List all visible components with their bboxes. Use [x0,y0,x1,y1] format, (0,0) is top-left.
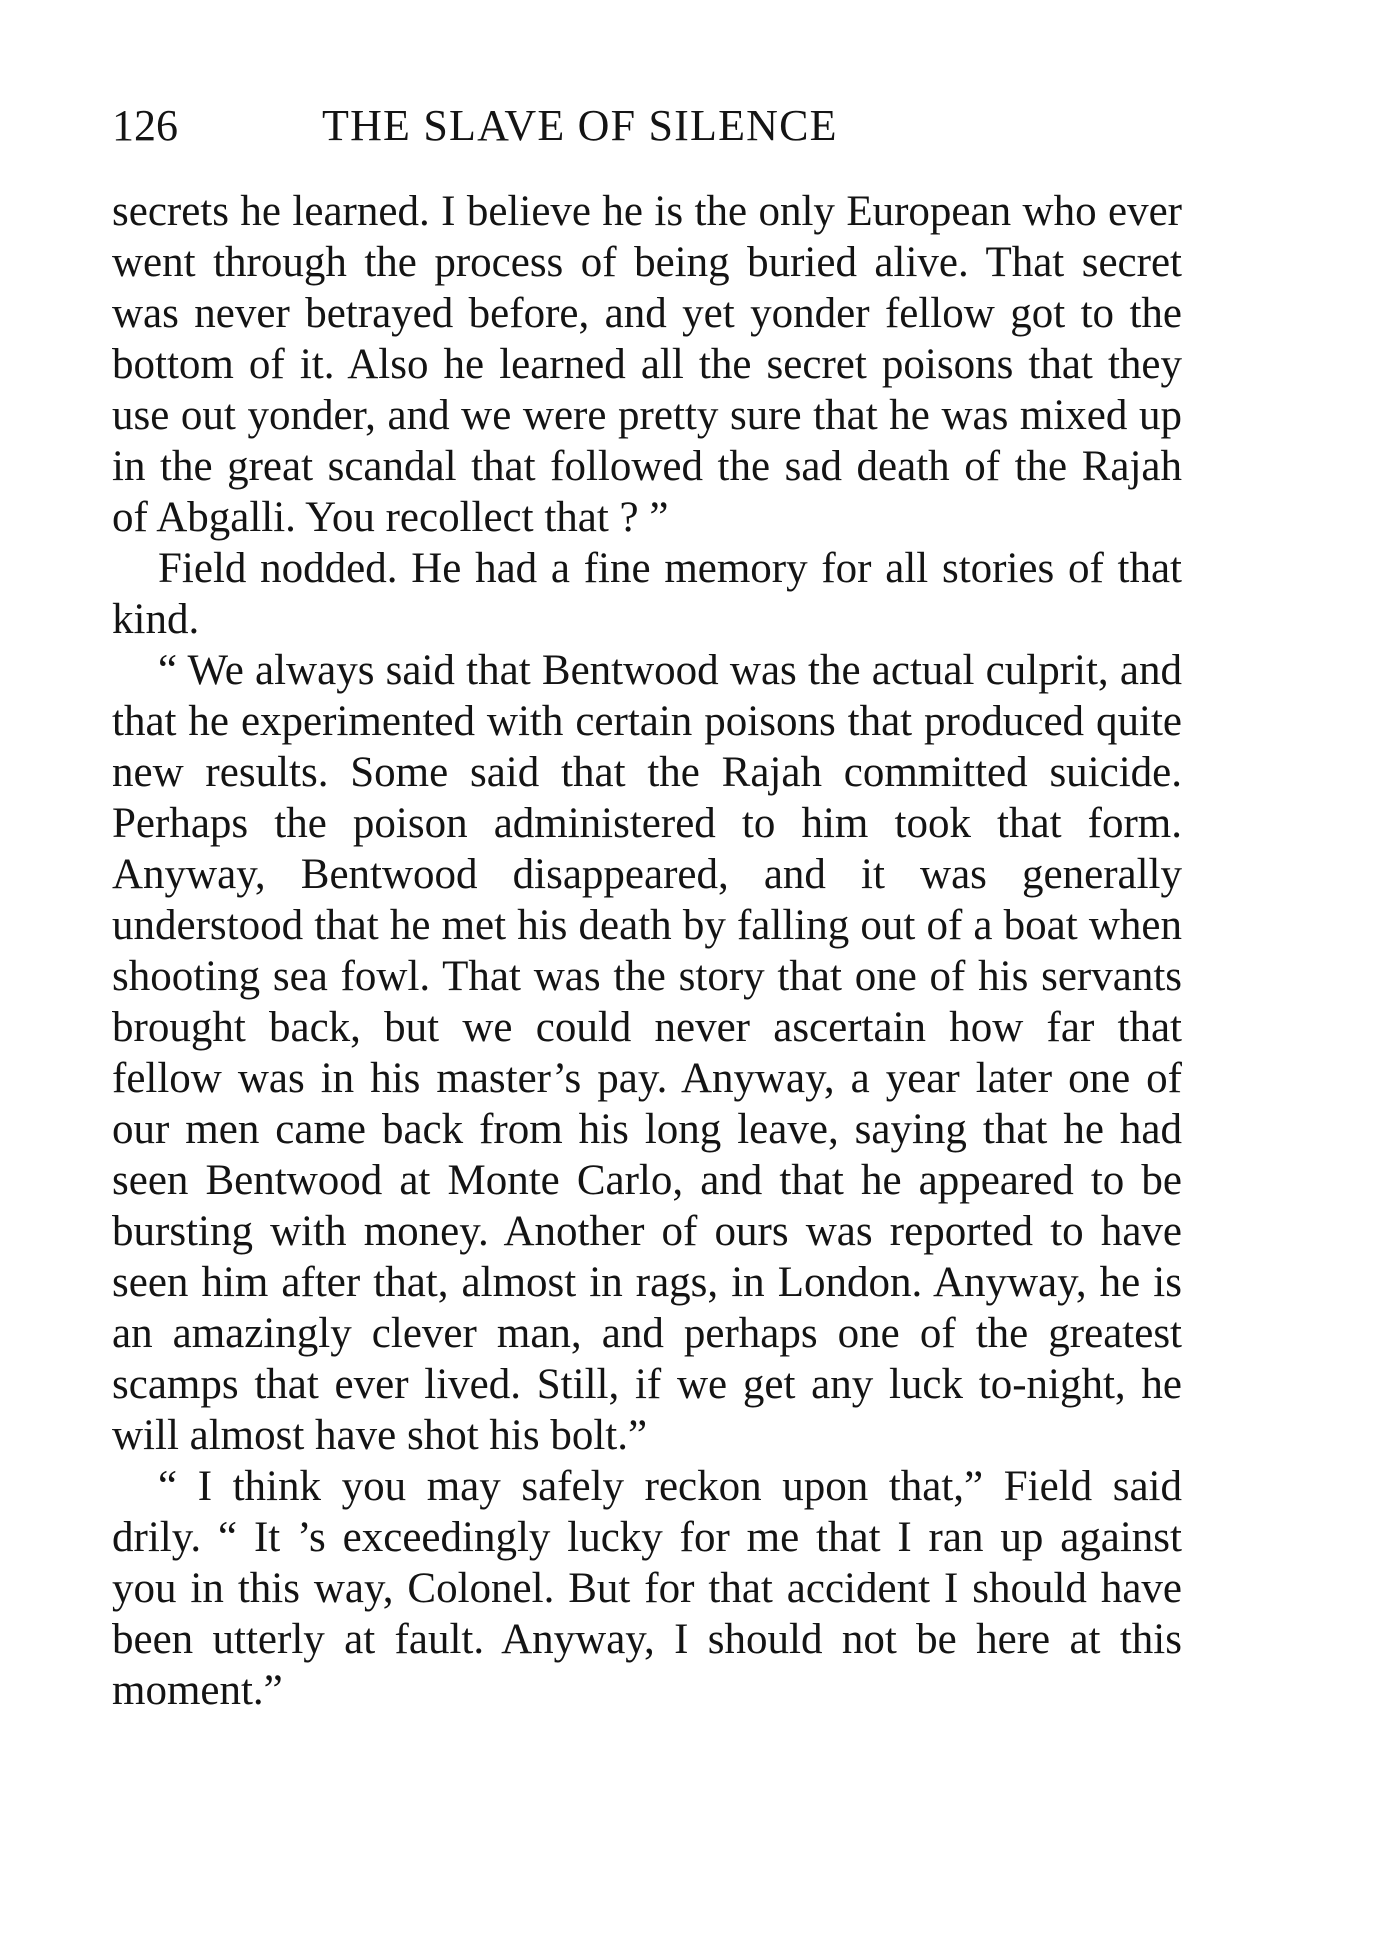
paragraph-field-nodded: Field nodded. He had a fine memory for all stories of that kind. [112,545,1182,643]
running-title: THE SLAVE OF SILENCE [322,101,838,150]
page-number: 126 [112,101,178,150]
paragraph-continued: secrets he learned. I believe he is the only European who ever went through the process of being buried alive. That secret was never betrayed before, and yet yonder fellow got to the bottom of it. Also he learned all the secret poisons that they use out yonder, and we were pretty sure that he was mixed up in the great scandal that followed the sad death of the Rajah of Abgalli. You recollect that ? ” [112,188,1182,541]
paragraph-bentwood-story: “ We always said that Bentwood was the actual culprit, and that he experimented with certain poisons that produced quite new results. Some said that the Rajah committed suicide. Perhaps the poison administered to him took that form. Anyway, Bentwood disappeared, and it was generally understood that he met his death by falling out of a boat when shooting sea fowl. That was the story that one of his servants brought back, but we could never ascertain how far that fellow was in his master’s pay. Anyway, a year later one of our men came back from his long leave, saying that he had seen Bentwood at Monte Carlo, and that he appeared to be bursting with money. Another of ours was reported to have seen him after that, almost in rags, in London. Anyway, he is an amazingly clever man, and perhaps one of the greatest scamps that ever lived. Still, if we get any luck to-night, he will almost have shot his bolt.” [112,647,1182,1459]
page-header [112,96,1182,156]
paragraph-field-reply: “ I think you may safely reckon upon that,” Field said drily. “ It ’s exceedingly lucky for me that I ran up against you in this way, Colonel. But for that accident I should have been utterly at fault. Anyway, I should not be here at this moment.” [112,1463,1182,1714]
body-text [112,186,1182,1716]
